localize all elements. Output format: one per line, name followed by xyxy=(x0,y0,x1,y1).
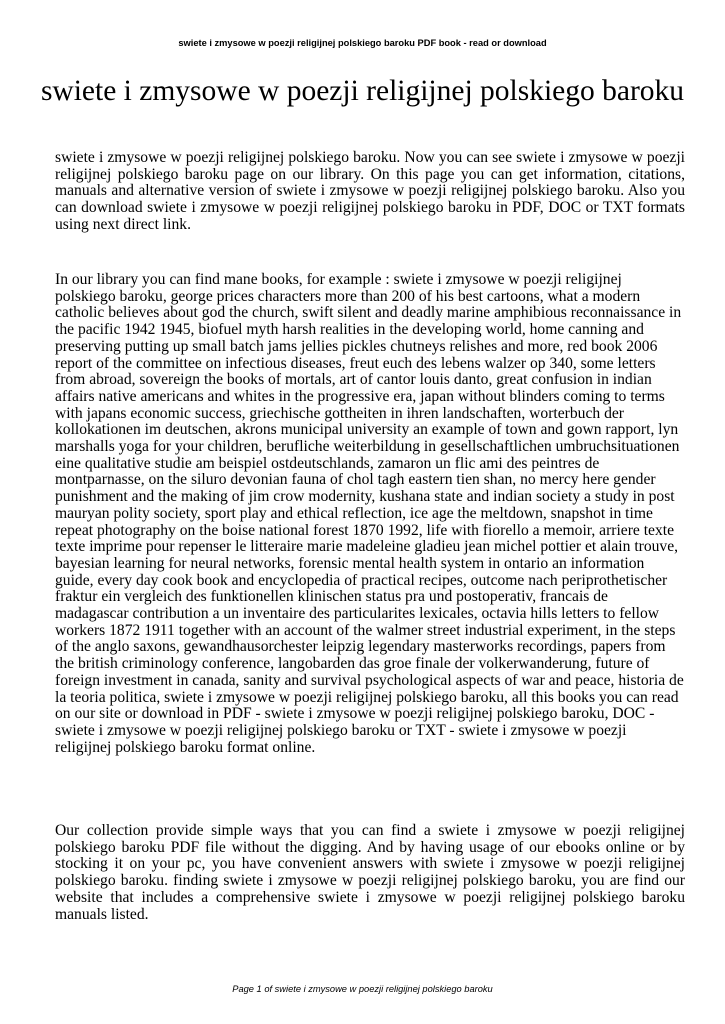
collection-paragraph: Our collection provide simple ways that you can find a swiete i zmysowe w poezji religijnej polskiego baroku PDF file without the digging. And by having usage of our ebooks online or by stocking it on your pc, you have convenient answers with swiete i zmysowe w poezji religijnej polskiego baroku. finding swiete i zmysowe w poezji religijnej polskiego baroku, you are find our website that includes a comprehensive swiete i zmysowe w poezji religijnej polskiego baroku manuals listed. xyxy=(55,822,685,923)
page-header: swiete i zmysowe w poezji religijnej polskiego baroku PDF book - read or download xyxy=(178,38,547,48)
library-paragraph: In our library you can find mane books, for example : swiete i zmysowe w poezji religijnej polskiego baroku, george prices characters more than 200 of his best cartoons, what a modern catholic believes about god the church, swift silent and deadly marine amphibious reconnaissance in the pacific 1942 1945, biofuel myth harsh realities in the developing world, home canning and preserving putting up small batch jams jellies pickles chutneys relishes and more, red book 2006 report of the committee on infectious diseases, freut euch des lebens walzer op 340, some letters from abroad, sovereign the books of mortals, art of cantor louis danto, great confusion in indian affairs native americans and whites in the progressive era, japan without blinders coming to terms with japans economic success, griechische gottheiten in ihren landschaften, worterbuch der kollokationen im deutschen, akrons municipal university an example of town and gown rapport, lyn marshalls yoga for your children, berufliche weiterbildung in gesellschaftlichen umbruchsituationen eine qualitative studie am beispiel ostdeutschlands, zamaron un flic ami des peintres de montparnasse, on the siluro devonian fauna of chol tagh eastern tien shan, no mercy here gender punishment and the making of jim crow modernity, kushana state and indian society a study in post mauryan polity society, sport play and ethical reflection, ice age the meltdown, snapshot in time repeat photography on the boise national forest 1870 1992, life with fiorello a memoir, arriere texte texte imprime pour repenser le litteraire marie madeleine gladieu jean michel pottier et alain trouve, bayesian learning for neural networks, forensic mental health system in ontario an information guide, every day cook book and encyclopedia of practical recipes, outcome nach periprothetischer fraktur ein vergleich des funktionellen klinischen status pra und postoperativ, francais de madagascar contribution a un inventaire des particularites lexicales, octavia hills letters to fellow workers 1872 1911 together with an account of the walmer street industrial experiment, in the steps of the anglo saxons, gewandhausorchester leipzig legendary masterworks recordings, papers from the british criminology conference, langobarden das groe finale der volkerwanderung, future of foreign investment in canada, sanity and survival psychological aspects of war and peace, historia de la teoria politica, swiete i zmysowe w poezji religijnej polskiego baroku, all this books you can read on our site or download in PDF - swiete i zmysowe w poezji religijnej polskiego baroku, DOC - swiete i zmysowe w poezji religijnej polskiego baroku or TXT - swiete i zmysowe w poezji religijnej polskiego baroku format online. xyxy=(55,271,684,756)
intro-paragraph: swiete i zmysowe w poezji religijnej polskiego baroku. Now you can see swiete i zmysowe w poezji religijnej polskiego baroku page on our library. On this page you can get information, citations, manuals and alternative version of swiete i zmysowe w poezji religijnej polskiego baroku. Also you can download swiete i zmysowe w poezji religijnej polskiego baroku in PDF, DOC or TXT formats using next direct link. xyxy=(55,149,685,233)
page-footer: Page 1 of swiete i zmysowe w poezji religijnej polskiego baroku xyxy=(232,984,493,994)
page-title: swiete i zmysowe w poezji religijnej polskiego baroku xyxy=(40,75,685,107)
